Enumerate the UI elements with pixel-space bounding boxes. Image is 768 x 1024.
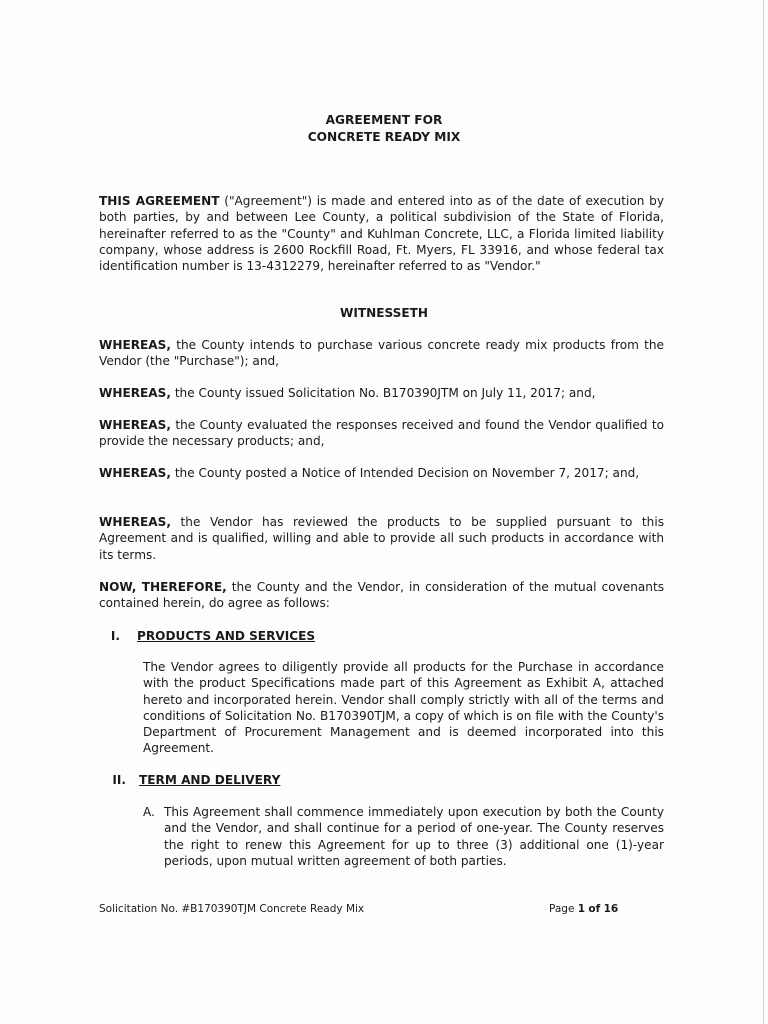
- section-heading-products: [100, 628, 315, 644]
- whereas-lead: WHEREAS,: [99, 418, 171, 432]
- footer-solicitation: Solicitation No. #B170390TJM Concrete Ready Mix: [99, 903, 365, 915]
- whereas-text: the County intends to purchase various concrete ready mix products from the Vendor (the "Purchase"); and,: [99, 338, 664, 369]
- whereas-text: the County posted a Notice of Intended Decision on November 7, 2017; and,: [170, 466, 640, 480]
- page-total: 16: [603, 903, 619, 915]
- whereas-lead: WHEREAS,: [99, 386, 171, 400]
- whereas-text: the County evaluated the responses received and found the Vendor qualified to provide the necessary products; and,: [99, 418, 664, 449]
- intro-lead: THIS AGREEMENT: [99, 194, 220, 208]
- page-edge-line: [763, 0, 764, 1024]
- list-item-text: This Agreement shall commence immediately upon execution by both the County and the Vendor, and shall continue for a period of one-year. The County reserves the right to renew this Agreement for up to three (3) additional one (1)-year periods, upon mutual written agreement of both parties.: [164, 805, 664, 868]
- list-item-letter: A.: [143, 805, 155, 819]
- whereas-paragraph-1: [99, 337, 664, 370]
- page-current: 1: [577, 903, 586, 915]
- whereas-paragraph-5: [99, 514, 664, 563]
- witnesseth-heading: WITNESSETH: [340, 306, 428, 320]
- whereas-paragraph-4: [99, 465, 664, 481]
- title-line-2: CONCRETE READY MIX: [307, 130, 461, 144]
- now-therefore-text: the County and the Vendor, in consideration of the mutual covenants contained herein, do agree as follows:: [99, 580, 664, 611]
- whereas-paragraph-2: [99, 385, 664, 401]
- section-heading-term: [100, 772, 280, 788]
- section-body-products: The Vendor agrees to diligently provide all products for the Purchase in accordance with the product Specifications made part of this Agreement as Exhibit A, attached hereto and incorporated herein. Vendor shall comply strictly with all of the terms and conditions of Solicitation No. B170390TJM, a copy of which is on file with the County's Department of Procurement Management and is deemed incorporated into this Agreement.: [143, 660, 664, 756]
- document-title: [0, 112, 768, 146]
- whereas-text: the Vendor has reviewed the products to be supplied pursuant to this Agreement and is qualified, willing and able to provide all such products in accordance with its terms.: [99, 515, 664, 562]
- now-therefore-paragraph: [99, 579, 664, 612]
- intro-paragraph: [99, 193, 664, 274]
- list-item-term-a: [143, 804, 664, 869]
- page-of: of: [588, 903, 601, 915]
- whereas-paragraph-3: [99, 417, 664, 450]
- intro-text: ("Agreement") is made and entered into as of the date of execution by both parties, by and between Lee County, a political subdivision of the State of Florida, hereinafter referred to as the "County" and Kuhlman Concrete, LLC, a Florida limited liability company, whose address is 2600 Rockfill Road, Ft. Myers, FL 33916, and whose federal tax identification number is 13-4312279, hereinafter referred to as "Vendor.": [99, 194, 664, 274]
- whereas-lead: WHEREAS,: [99, 466, 171, 480]
- section-title: PRODUCTS AND SERVICES: [137, 629, 316, 643]
- section-number: II.: [112, 773, 126, 787]
- section-number: I.: [110, 629, 120, 643]
- whereas-lead: WHEREAS,: [99, 338, 171, 352]
- footer-page-number: [549, 901, 618, 917]
- section-title: TERM AND DELIVERY: [139, 773, 281, 787]
- whereas-text: the County issued Solicitation No. B170390JTM on July 11, 2017; and,: [170, 386, 596, 400]
- title-line-1: AGREEMENT FOR: [325, 113, 443, 127]
- whereas-lead: WHEREAS,: [99, 515, 171, 529]
- page-label: Page: [549, 903, 575, 915]
- now-therefore-lead: NOW, THEREFORE,: [99, 580, 227, 594]
